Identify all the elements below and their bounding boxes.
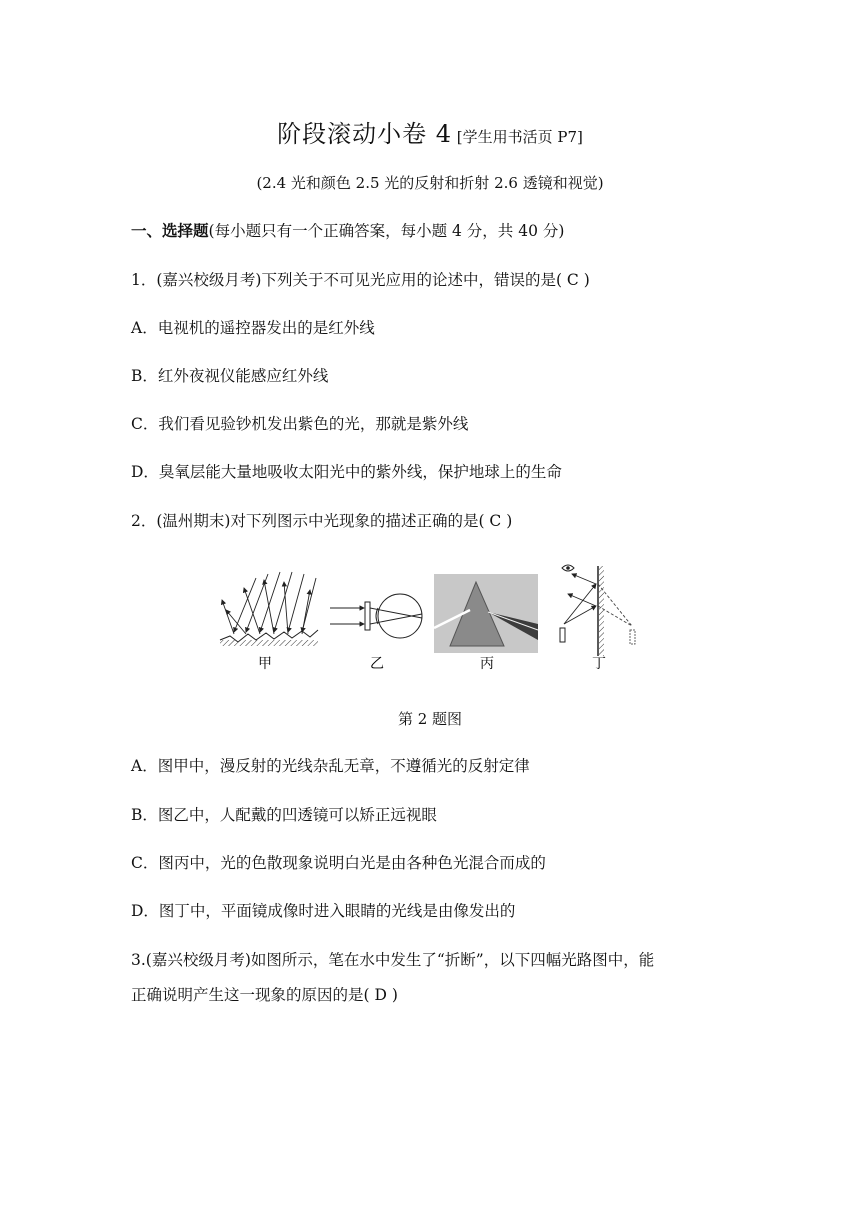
- question-2-stem: 2．(温州期末)对下列图示中光现象的描述正确的是( C ): [131, 512, 513, 530]
- eye-lens-diagram: [330, 594, 422, 638]
- figure-label-ding: 丁: [592, 656, 606, 672]
- plane-mirror-diagram: [560, 565, 635, 656]
- question-1-stem: 1．(嘉兴校级月考)下列关于不可见光应用的论述中，错误的是( C ): [131, 271, 590, 289]
- figure-label-jia: 甲: [258, 656, 272, 672]
- title-main: 阶段滚动小卷 4: [277, 120, 452, 148]
- question-2-option-c: C．图丙中，光的色散现象说明白光是由各种色光混合而成的: [131, 854, 546, 872]
- figure-caption: 第 2 题图: [397, 710, 463, 728]
- question-2-figure: [218, 560, 648, 675]
- question-2-option-b: B．图乙中，人配戴的凹透镜可以矫正远视眼: [131, 806, 437, 824]
- section-heading: [131, 219, 564, 241]
- title-reference: [学生用书活页 P7]: [452, 128, 583, 146]
- section-title: 一、选择题: [131, 221, 209, 240]
- question-1-option-a: A．电视机的遥控器发出的是红外线: [131, 319, 375, 337]
- question-1-option-d: D．臭氧层能大量地吸收太阳光中的紫外线，保护地球上的生命: [131, 463, 562, 481]
- question-1-option-b: B．红外夜视仪能感应红外线: [131, 367, 329, 385]
- prism-dispersion-diagram: [434, 574, 538, 653]
- diffuse-reflection-diagram: [220, 572, 318, 646]
- light-phenomena-figure: [218, 560, 648, 675]
- page-subtitle: (2.4 光和颜色 2.5 光的反射和折射 2.6 透镜和视觉): [256, 174, 604, 192]
- figure-label-yi: 乙: [370, 656, 384, 672]
- question-2-option-d: D．图丁中，平面镜成像时进入眼睛的光线是由像发出的: [131, 902, 516, 920]
- question-3-stem-line-2: 正确说明产生这一现象的原因的是( D ): [131, 986, 398, 1004]
- question-2-option-a: A．图甲中，漫反射的光线杂乱无章，不遵循光的反射定律: [131, 757, 530, 775]
- section-note: (每小题只有一个正确答案，每小题 4 分，共 40 分): [208, 222, 565, 240]
- page-title: [0, 114, 860, 149]
- figure-label-bing: 丙: [480, 656, 494, 672]
- question-3-stem-line-1: 3.(嘉兴校级月考)如图所示，笔在水中发生了“折断”，以下四幅光路图中，能: [131, 951, 655, 969]
- question-1-option-c: C．我们看见验钞机发出紫色的光，那就是紫外线: [131, 415, 469, 433]
